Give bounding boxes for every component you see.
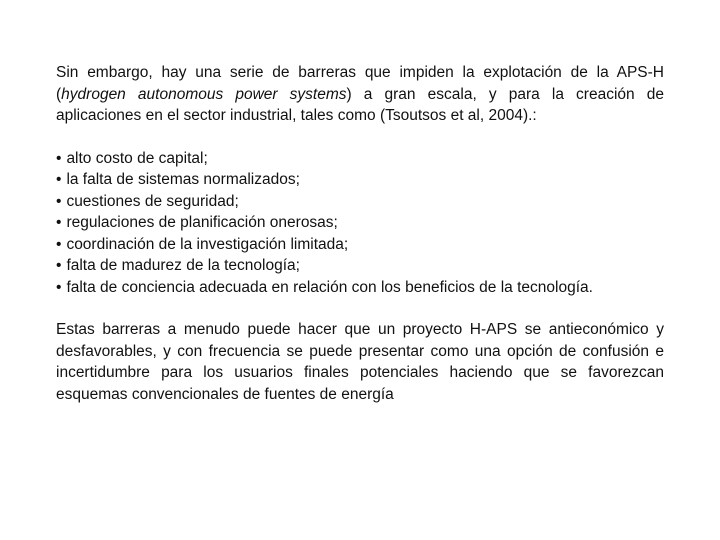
intro-text-end: ) a gran escala, y para la creación de aplicaciones en el sector industrial, tales como (Tsoutsos et al, 2004).: bbox=[56, 85, 665, 124]
intro-text-start: Sin embargo, hay una serie de barreras que impiden la explotación de la APS-H ( bbox=[56, 64, 664, 103]
conclusion-paragraph: Estas barreras a menudo puede hacer que un proyecto H-APS se antieconómico y desfavorables, y con frecuencia se puede presentar como una opción de confusión e incertidumbre para los usuarios finales potenciales haciendo que se favorezcan esquemas convencionales de fuentes de energía bbox=[56, 321, 664, 403]
list-item: • cuestiones de seguridad; bbox=[56, 192, 239, 210]
list-item: • regulaciones de planificación onerosas; bbox=[56, 214, 338, 231]
list-item: • falta de madurez de la tecnología; bbox=[56, 257, 300, 274]
bullet-icon: • bbox=[56, 192, 62, 210]
bullet-icon: • bbox=[56, 235, 62, 253]
intro-italic-term: hydrogen autonomous power systems bbox=[61, 85, 347, 103]
bullet-icon: • bbox=[56, 149, 62, 167]
slide-body bbox=[56, 62, 664, 405]
bullet-icon: • bbox=[56, 214, 62, 231]
bullet-icon: • bbox=[56, 171, 62, 188]
bullet-icon: • bbox=[56, 278, 62, 296]
list-item: • alto costo de capital; bbox=[56, 149, 208, 167]
list-item: • la falta de sistemas normalizados; bbox=[56, 171, 300, 188]
list-item: • falta de conciencia adecuada en relación con los beneficios de la tecnología. bbox=[56, 278, 593, 296]
barrier-list bbox=[56, 148, 664, 299]
list-item: • coordinación de la investigación limitada; bbox=[56, 235, 349, 253]
intro-paragraph bbox=[56, 62, 664, 127]
bullet-icon: • bbox=[56, 257, 62, 274]
